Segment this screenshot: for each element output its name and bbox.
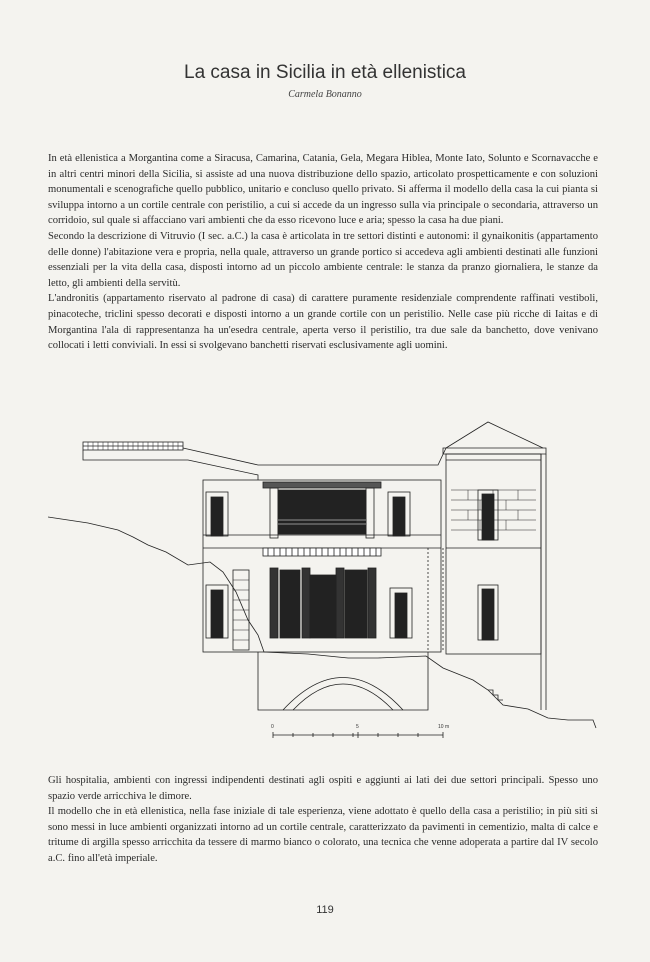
paragraph: Gli hospitalia, ambienti con ingressi indipendenti destinati agli ospiti e aggiunti ai lati dei due settori principali. Spesso uno spazio verde arricchiva le dimore. bbox=[48, 775, 598, 802]
page-title: La casa in Sicilia in età ellenistica bbox=[184, 62, 466, 83]
scale-label: 10 m bbox=[438, 724, 450, 730]
paragraph: Secondo la descrizione di Vitruvio (I sec. a.C.) la casa è articolata in tre settori distinti e autonomi: il gynaikonitis (appartamento delle donne) l'abitazione vera e propria, nella quale, attraverso un grande portico si accedeva agli ambienti destinati alle funzioni essenziali per la vita della casa, disposti intorno ad un piccolo ambiente centrale: le stanza da pranzo giornaliera, le stanze da letto, gli ambienti della servitù. bbox=[48, 230, 598, 289]
paragraph: L'andronitis (appartamento riservato al padrone di casa) di carattere puramente residenziale comprendente raffinati vestiboli, pinacoteche, triclini spesso decorati e disposti intorno a un grande cortile con un peristilio. Nelle case più ricche di Iaitas e di Morgantina l'ala di rappresentanza ha un'esedra centrale, aperta verso il peristilio, tra due sale da banchetto, dove venivano collocati i letti conviviali. In essi si svolgevano banchetti riservati esclusivamente agli uomini. bbox=[48, 293, 598, 352]
paragraph: Il modello che in età ellenistica, nella fase iniziale di tale esperienza, viene adottato è quello della casa a peristilio; in più siti si sono messi in luce ambienti organizzati intorno ad un cortile centrale, caratterizzato da pavimenti in cementizio, malta di calce e tritume di argilla spesso arricchita da tessere di marmo bianco o colorato, una tecnica che venne adoperata a partire dal IV secolo a.C. fino all'età imperiale. bbox=[48, 806, 598, 864]
house-section-drawing bbox=[48, 420, 608, 750]
scale-label: 5 bbox=[356, 724, 359, 730]
paragraph: In età ellenistica a Morgantina come a Siracusa, Camarina, Catania, Gela, Megara Hiblea, Monte Iato, Solunto e Scornavacche e in altri centri minori della Sicilia, si assiste ad una nuova distribuzione dello spazio, articolato prospetticamente e con soluzioni monumentali e scenografiche quello pubblico, unitario e concluso quello privato. Si afferma il modello della casa la cui pianta si sviluppa intorno a un cortile centrale con peristilio, a cui si accede da un ingresso sulla via principale o secondaria, attraverso un corridoio, sul quale si affacciano vari ambienti che da esso ricevono luce e aria; spesso la casa ha due piani. bbox=[48, 153, 598, 227]
page-number: 119 bbox=[316, 904, 334, 916]
author-name: Carmela Bonanno bbox=[288, 89, 362, 100]
text-block-top bbox=[48, 151, 598, 354]
text-block-bottom bbox=[48, 773, 598, 867]
scale-label: 0 bbox=[271, 724, 274, 730]
